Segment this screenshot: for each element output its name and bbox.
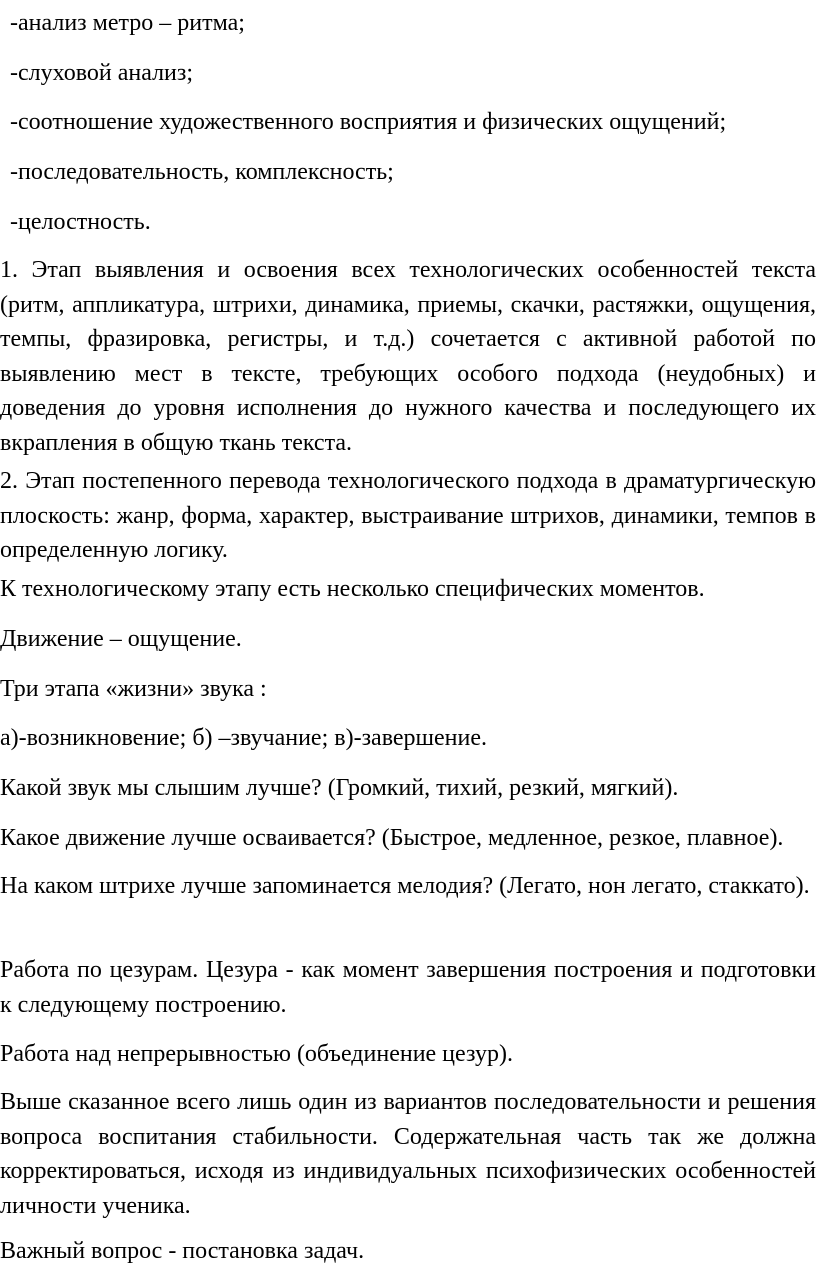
list-item-meter-rhythm: -анализ метро – ритма; bbox=[10, 10, 245, 36]
paragraph-stage-1: 1. Этап выявления и освоения всех технологических особенностей текста (ритм, аппликатура, штрихи, динамика, приемы, скачки, растяжки, ощущения, темпы, фразировка, регистры, и т.д.) сочетается с активной работой по выявлению мест в тексте, требующих особого подхода (неудобных) и доведения до уровня исполнения до нужного качества и последующего их вкрапления в общую ткань текста. bbox=[0, 257, 816, 456]
paragraph-caesuras: Работа по цезурам. Цезура - как момент завершения построения и подготовки к следующему построению. bbox=[0, 957, 816, 1018]
paragraph-technological-moments: К технологическому этапу есть несколько специфических моментов. bbox=[0, 576, 705, 602]
list-item-aural-analysis: -слуховой анализ; bbox=[10, 60, 194, 86]
paragraph-stage-2: 2. Этап постепенного перевода технологического подхода в драматургическую плоскость: жанр, форма, характер, выстраивание штрихов, динамики, темпов в определенную логику. bbox=[0, 468, 816, 563]
paragraph-movement-sensation: Движение – ощущение. bbox=[0, 626, 242, 652]
paragraph-conclusion: Выше сказанное всего лишь один из вариантов последовательности и решения вопроса воспитания стабильности. Содержательная часть так же должна корректироваться, исходя из индивидуальных психофизических особенностей личности ученика. bbox=[0, 1089, 816, 1219]
paragraph-question-movement: Какое движение лучше осваивается? (Быстрое, медленное, резкое, плавное). bbox=[0, 825, 784, 851]
paragraph-sound-stages: Три этапа «жизни» звука : bbox=[0, 676, 267, 702]
list-item-perception: -соотношение художественного восприятия и физических ощущений; bbox=[10, 109, 727, 135]
list-item-sequence: -последовательность, комплексность; bbox=[10, 159, 394, 185]
list-item-integrity: -целостность. bbox=[10, 209, 151, 235]
paragraph-question-stroke: На каком штрихе лучше запоминается мелодия? (Легато, нон легато, стаккато). bbox=[0, 873, 810, 899]
paragraph-continuity: Работа над непрерывностью (объединение цезур). bbox=[0, 1041, 513, 1067]
paragraph-sound-phases: а)-возникновение; б) –звучание; в)-завершение. bbox=[0, 725, 488, 751]
paragraph-tasks: Важный вопрос - постановка задач. bbox=[0, 1238, 365, 1264]
paragraph-question-sound: Какой звук мы слышим лучше? (Громкий, тихий, резкий, мягкий). bbox=[0, 775, 679, 801]
